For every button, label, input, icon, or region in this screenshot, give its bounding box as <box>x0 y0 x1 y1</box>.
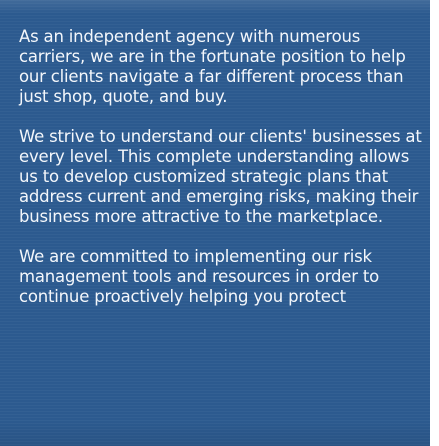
text-content <box>19 27 423 327</box>
paragraph-commitment: We are committed to implementing our risk management tools and resources in order to continue proactively helping you protect <box>19 247 380 306</box>
page-margin <box>430 0 439 446</box>
paragraph-intro: As an independent agency with numerous carriers, we are in the fortunate position to help our clients navigate a far different process than just shop, quote, and buy. <box>19 27 406 106</box>
paragraph-strategy: We strive to understand our clients' businesses at every level. This complete understanding allows us to develop customized strategic plans that address current and emerging risks, making their business more attractive to the marketplace. <box>19 127 422 226</box>
panel-bottom-edge <box>0 420 430 446</box>
panel-top-edge <box>0 0 430 14</box>
